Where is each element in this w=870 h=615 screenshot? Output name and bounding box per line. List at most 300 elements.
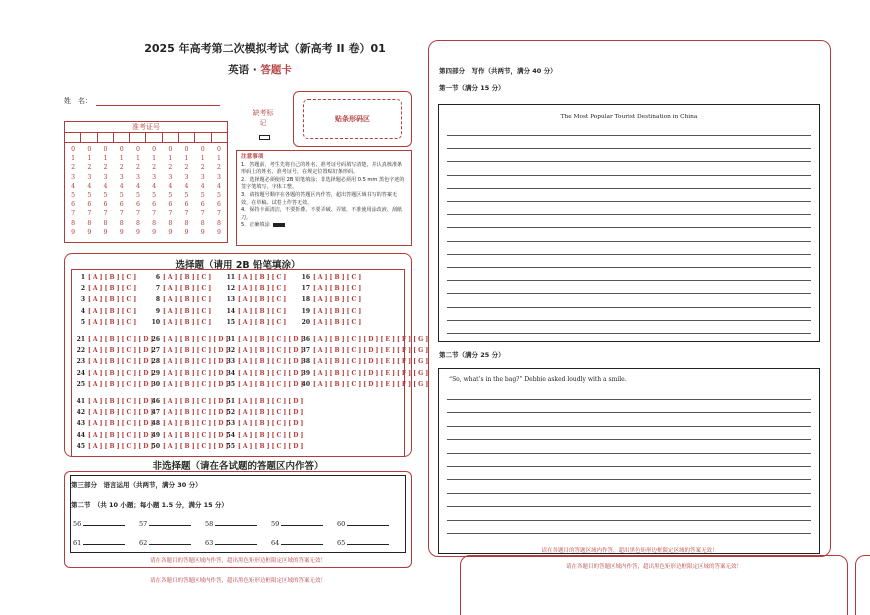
digit-bubble[interactable]: 3 bbox=[103, 173, 108, 181]
answer-options[interactable]: [ A ] [ B ] [ C ] [ D ] bbox=[163, 358, 229, 366]
writing-line[interactable] bbox=[447, 254, 811, 255]
mc-question-46[interactable] bbox=[150, 398, 228, 405]
answer-options[interactable]: [ A ] [ B ] [ C ] [ D ] bbox=[88, 442, 154, 450]
mc-title: 选择题（请用 2B 铅笔填涂） bbox=[175, 260, 301, 271]
answer-options[interactable]: [ A ] [ B ] [ C ] [ D ] bbox=[88, 336, 154, 343]
answer-options[interactable]: [ A ] [ B ] [ C ] [ D ] [ E ] [ F ] [ G ] bbox=[313, 358, 429, 366]
digit-bubble[interactable]: 2 bbox=[152, 164, 157, 172]
question-number: 53 bbox=[226, 420, 235, 428]
blank-number: 57 bbox=[139, 520, 148, 528]
digit-bubble[interactable]: 2 bbox=[168, 164, 173, 172]
question-number: 30 bbox=[151, 380, 160, 388]
mc-question-49[interactable] bbox=[150, 432, 228, 439]
digit-bubble[interactable]: 6 bbox=[152, 201, 157, 209]
writing-line[interactable] bbox=[447, 280, 811, 281]
blank-answer[interactable] bbox=[337, 520, 389, 528]
blank-answer[interactable] bbox=[337, 539, 389, 547]
writing-box-1[interactable] bbox=[438, 104, 820, 342]
blank-line[interactable] bbox=[149, 520, 191, 526]
digit-bubble[interactable]: 5 bbox=[184, 192, 189, 200]
answer-options[interactable]: [ A ] [ B ] [ C ] bbox=[163, 274, 212, 281]
writing-line[interactable] bbox=[447, 506, 811, 507]
answer-options[interactable]: [ A ] [ B ] [ C ] bbox=[88, 285, 137, 293]
digit-bubble[interactable]: 1 bbox=[200, 155, 205, 163]
digit-bubble[interactable]: 3 bbox=[200, 173, 205, 181]
digit-bubble[interactable]: 9 bbox=[87, 228, 92, 236]
digit-bubble[interactable]: 6 bbox=[119, 201, 124, 209]
digit-bubble[interactable]: 5 bbox=[71, 192, 76, 200]
mc-question-39[interactable] bbox=[300, 370, 428, 377]
digit-column[interactable] bbox=[162, 145, 178, 237]
digit-bubble[interactable]: 7 bbox=[119, 210, 124, 218]
answer-options[interactable]: [ A ] [ B ] [ C ] bbox=[313, 285, 362, 293]
digit-bubble[interactable]: 1 bbox=[168, 155, 173, 163]
digit-bubble[interactable]: 1 bbox=[87, 155, 92, 163]
digit-column[interactable] bbox=[195, 145, 211, 237]
digit-column[interactable] bbox=[130, 145, 146, 237]
blank-answer[interactable] bbox=[205, 520, 257, 528]
digit-bubble[interactable]: 1 bbox=[184, 155, 189, 163]
mc-question-13[interactable] bbox=[225, 296, 286, 303]
writing-line[interactable] bbox=[447, 293, 811, 294]
digit-bubble[interactable]: 2 bbox=[184, 164, 189, 172]
writing-line[interactable] bbox=[447, 533, 811, 534]
digit-bubble[interactable]: 2 bbox=[103, 164, 108, 172]
digit-bubble[interactable]: 3 bbox=[184, 173, 189, 181]
card-label: 答题卡 bbox=[260, 64, 292, 76]
digit-bubble[interactable]: 0 bbox=[135, 146, 140, 153]
answer-options[interactable]: [ A ] [ B ] [ C ] [ D ] bbox=[88, 358, 154, 366]
mc-question-14[interactable] bbox=[225, 308, 286, 315]
answer-options[interactable]: [ A ] [ B ] [ C ] [ D ] bbox=[88, 431, 154, 439]
blank-line[interactable] bbox=[347, 539, 389, 545]
mc-question-20[interactable] bbox=[300, 319, 361, 326]
answer-options[interactable]: [ A ] [ B ] [ C ] bbox=[238, 285, 287, 293]
mc-question-28[interactable] bbox=[150, 358, 228, 365]
mc-question-35[interactable] bbox=[225, 381, 303, 388]
digit-bubble[interactable]: 9 bbox=[119, 228, 124, 236]
digit-bubble[interactable]: 0 bbox=[216, 146, 221, 153]
digit-bubble[interactable]: 7 bbox=[200, 210, 205, 218]
digit-bubble[interactable]: 4 bbox=[200, 182, 205, 190]
mc-question-4[interactable] bbox=[75, 308, 136, 315]
mc-question-27[interactable] bbox=[150, 347, 228, 354]
digit-bubble[interactable]: 7 bbox=[152, 210, 157, 218]
blank-line[interactable] bbox=[215, 539, 257, 545]
digit-bubble[interactable]: 0 bbox=[71, 146, 76, 153]
answer-options[interactable]: [ A ] [ B ] [ C ] [ D ] bbox=[238, 347, 304, 355]
digit-bubble[interactable]: 6 bbox=[168, 201, 173, 209]
instructions-title: 注意事项 bbox=[241, 154, 264, 160]
mc-question-37[interactable] bbox=[300, 347, 428, 354]
question-number: 26 bbox=[151, 336, 160, 343]
blank-answer[interactable] bbox=[73, 520, 125, 528]
answer-options[interactable]: [ A ] [ B ] [ C ] [ D ] bbox=[238, 336, 304, 343]
question-number: 52 bbox=[226, 409, 235, 417]
answer-options[interactable]: [ A ] [ B ] [ C ] bbox=[163, 296, 212, 304]
mc-question-23[interactable] bbox=[75, 358, 153, 365]
mc-question-5[interactable] bbox=[75, 319, 136, 326]
digit-bubble[interactable]: 1 bbox=[119, 155, 124, 163]
answer-options[interactable]: [ A ] [ B ] [ C ] [ D ] bbox=[163, 336, 229, 343]
barcode-area bbox=[293, 91, 412, 147]
mc-question-44[interactable] bbox=[75, 432, 153, 439]
non-choice-title: 非选择题（请在各试题的答题区内作答） bbox=[152, 461, 324, 472]
answer-options[interactable]: [ A ] [ B ] [ C ] bbox=[238, 318, 287, 326]
blank-answer[interactable] bbox=[205, 539, 257, 547]
writing-line[interactable] bbox=[447, 175, 811, 176]
answer-options[interactable]: [ A ] [ B ] [ C ] [ D ] [ E ] [ F ] [ G ] bbox=[313, 336, 429, 343]
answer-options[interactable]: [ A ] [ B ] [ C ] [ D ] bbox=[238, 380, 304, 388]
blank-answer[interactable] bbox=[73, 539, 125, 547]
digit-bubble[interactable]: 8 bbox=[103, 219, 108, 227]
blank-answer[interactable] bbox=[139, 520, 191, 528]
question-number: 22 bbox=[76, 347, 85, 355]
digit-bubble[interactable]: 2 bbox=[87, 164, 92, 172]
answer-options[interactable]: [ A ] [ B ] [ C ] bbox=[88, 318, 137, 326]
mc-question-12[interactable] bbox=[225, 285, 286, 292]
mc-question-25[interactable] bbox=[75, 381, 153, 388]
question-number: 40 bbox=[301, 380, 310, 388]
answer-options[interactable]: [ A ] [ B ] [ C ] [ D ] bbox=[88, 347, 154, 355]
mc-question-7[interactable] bbox=[150, 285, 211, 292]
writing-line[interactable] bbox=[447, 227, 811, 228]
mc-question-41[interactable] bbox=[75, 398, 153, 405]
answer-options[interactable]: [ A ] [ B ] [ C ] bbox=[88, 274, 137, 281]
digit-bubble[interactable]: 2 bbox=[119, 164, 124, 172]
digit-bubble[interactable]: 5 bbox=[200, 192, 205, 200]
digit-bubble[interactable]: 8 bbox=[87, 219, 92, 227]
digit-bubble[interactable]: 4 bbox=[216, 182, 221, 190]
blank-line[interactable] bbox=[83, 539, 125, 545]
writing-line[interactable] bbox=[447, 412, 811, 413]
answer-options[interactable]: [ A ] [ B ] [ C ] [ D ] bbox=[163, 409, 229, 417]
answer-options[interactable]: [ A ] [ B ] [ C ] [ D ] bbox=[88, 409, 154, 417]
writing-line[interactable] bbox=[447, 399, 811, 400]
writing-line[interactable] bbox=[447, 188, 811, 189]
mc-question-53[interactable] bbox=[225, 420, 303, 427]
digit-bubble[interactable]: 8 bbox=[184, 219, 189, 227]
digit-bubble[interactable]: 0 bbox=[184, 146, 189, 153]
digit-bubble[interactable]: 0 bbox=[168, 146, 173, 153]
writing-line[interactable] bbox=[447, 307, 811, 308]
absent-mark-box[interactable] bbox=[259, 135, 270, 140]
digit-bubble[interactable]: 0 bbox=[87, 146, 92, 153]
writing-line[interactable] bbox=[447, 135, 811, 136]
digit-bubble[interactable]: 1 bbox=[103, 155, 108, 163]
answer-options[interactable]: [ A ] [ B ] [ C ] [ D ] [ E ] [ F ] [ G ] bbox=[313, 347, 429, 355]
answer-options[interactable]: [ A ] [ B ] [ C ] [ D ] bbox=[88, 398, 154, 405]
mc-question-40[interactable] bbox=[300, 381, 428, 388]
digit-bubble[interactable]: 7 bbox=[184, 210, 189, 218]
digit-bubble[interactable]: 7 bbox=[71, 210, 76, 218]
digit-bubble[interactable]: 6 bbox=[103, 201, 108, 209]
digit-bubble[interactable]: 4 bbox=[184, 182, 189, 190]
answer-options[interactable]: [ A ] [ B ] [ C ] bbox=[163, 307, 212, 315]
digit-bubble[interactable]: 9 bbox=[71, 228, 76, 236]
page-title: 2025 年高考第二次模拟考试（新高考 II 卷）01 bbox=[144, 42, 386, 55]
digit-bubble[interactable]: 4 bbox=[71, 182, 76, 190]
mc-question-33[interactable] bbox=[225, 358, 303, 365]
digit-bubble[interactable]: 9 bbox=[135, 228, 140, 236]
mc-question-29[interactable] bbox=[150, 370, 228, 377]
blank-line[interactable] bbox=[281, 539, 323, 545]
mc-question-6[interactable] bbox=[150, 274, 211, 281]
writing-line[interactable] bbox=[447, 479, 811, 480]
answer-options[interactable]: [ A ] [ B ] [ C ] bbox=[163, 318, 212, 326]
writing-line[interactable] bbox=[447, 520, 811, 521]
digit-column[interactable] bbox=[146, 145, 162, 237]
answer-options[interactable]: [ A ] [ B ] [ C ] bbox=[238, 296, 287, 304]
blank-number: 62 bbox=[139, 539, 148, 547]
question-number: 17 bbox=[301, 285, 310, 293]
mc-question-45[interactable] bbox=[75, 443, 153, 450]
digit-bubble[interactable]: 7 bbox=[168, 210, 173, 218]
exam-number-boxes[interactable] bbox=[65, 133, 227, 143]
digit-bubble[interactable]: 9 bbox=[168, 228, 173, 236]
digit-bubble[interactable]: 3 bbox=[168, 173, 173, 181]
digit-bubble[interactable]: 4 bbox=[87, 182, 92, 190]
mc-question-34[interactable] bbox=[225, 370, 303, 377]
writing-line[interactable] bbox=[447, 466, 811, 467]
digit-bubble[interactable]: 3 bbox=[119, 173, 124, 181]
answer-options[interactable]: [ A ] [ B ] [ C ] bbox=[88, 307, 137, 315]
exam-number-digits[interactable] bbox=[65, 143, 227, 237]
answer-options[interactable]: [ A ] [ B ] [ C ] bbox=[313, 307, 362, 315]
answer-options[interactable]: [ A ] [ B ] [ C ] [ D ] bbox=[163, 420, 229, 428]
digit-bubble[interactable]: 0 bbox=[152, 146, 157, 153]
digit-bubble[interactable]: 9 bbox=[184, 228, 189, 236]
digit-bubble[interactable]: 3 bbox=[87, 173, 92, 181]
digit-bubble[interactable]: 5 bbox=[119, 192, 124, 200]
digit-bubble[interactable]: 5 bbox=[103, 192, 108, 200]
mc-question-38[interactable] bbox=[300, 358, 428, 365]
digit-bubble[interactable]: 6 bbox=[200, 201, 205, 209]
mc-question-48[interactable] bbox=[150, 420, 228, 427]
answer-options[interactable]: [ A ] [ B ] [ C ] [ D ] [ E ] [ F ] [ G ] bbox=[313, 380, 429, 388]
mc-question-11[interactable] bbox=[225, 274, 286, 281]
answer-options[interactable]: [ A ] [ B ] [ C ] [ D ] bbox=[163, 431, 229, 439]
mc-question-43[interactable] bbox=[75, 420, 153, 427]
digit-column[interactable] bbox=[211, 145, 227, 237]
writing-line[interactable] bbox=[447, 201, 811, 202]
answer-options[interactable]: [ A ] [ B ] [ C ] [ D ] bbox=[238, 442, 304, 450]
mc-question-51[interactable] bbox=[225, 398, 303, 405]
digit-bubble[interactable]: 3 bbox=[135, 173, 140, 181]
mc-question-2[interactable] bbox=[75, 285, 136, 292]
mc-question-1[interactable] bbox=[75, 274, 136, 281]
answer-options[interactable]: [ A ] [ B ] [ C ] bbox=[88, 296, 137, 304]
digit-bubble[interactable]: 8 bbox=[71, 219, 76, 227]
mc-question-22[interactable] bbox=[75, 347, 153, 354]
mc-question-55[interactable] bbox=[225, 443, 303, 450]
question-number: 13 bbox=[226, 296, 235, 304]
answer-options[interactable]: [ A ] [ B ] [ C ] bbox=[313, 274, 362, 281]
digit-bubble[interactable]: 8 bbox=[200, 219, 205, 227]
answer-options[interactable]: [ A ] [ B ] [ C ] [ D ] bbox=[88, 380, 154, 388]
blank-line[interactable] bbox=[281, 520, 323, 526]
mc-question-17[interactable] bbox=[300, 285, 361, 292]
digit-bubble[interactable]: 8 bbox=[152, 219, 157, 227]
writing-line[interactable] bbox=[447, 493, 811, 494]
digit-bubble[interactable]: 0 bbox=[119, 146, 124, 153]
mc-question-8[interactable] bbox=[150, 296, 211, 303]
digit-bubble[interactable]: 5 bbox=[216, 192, 221, 200]
digit-bubble[interactable]: 8 bbox=[119, 219, 124, 227]
digit-bubble[interactable]: 5 bbox=[168, 192, 173, 200]
writing-line[interactable] bbox=[447, 439, 811, 440]
mc-question-36[interactable] bbox=[300, 336, 428, 343]
answer-options[interactable]: [ A ] [ B ] [ C ] [ D ] bbox=[238, 358, 304, 366]
mc-question-9[interactable] bbox=[150, 308, 211, 315]
writing-line[interactable] bbox=[447, 161, 811, 162]
blank-answer[interactable] bbox=[271, 539, 323, 547]
answer-options[interactable]: [ A ] [ B ] [ C ] [ D ] bbox=[238, 398, 304, 405]
digit-bubble[interactable]: 4 bbox=[152, 182, 157, 190]
mc-question-3[interactable] bbox=[75, 296, 136, 303]
digit-column[interactable] bbox=[114, 145, 130, 237]
digit-bubble[interactable]: 6 bbox=[184, 201, 189, 209]
digit-column[interactable] bbox=[65, 145, 81, 237]
digit-bubble[interactable]: 1 bbox=[71, 155, 76, 163]
digit-bubble[interactable]: 8 bbox=[216, 219, 221, 227]
answer-options[interactable]: [ A ] [ B ] [ C ] [ D ] bbox=[238, 409, 304, 417]
writing-line[interactable] bbox=[447, 426, 811, 427]
mc-question-32[interactable] bbox=[225, 347, 303, 354]
answer-options[interactable]: [ A ] [ B ] [ C ] [ D ] bbox=[163, 442, 229, 450]
digit-bubble[interactable]: 9 bbox=[216, 228, 221, 236]
digit-bubble[interactable]: 4 bbox=[119, 182, 124, 190]
answer-options[interactable]: [ A ] [ B ] [ C ] bbox=[163, 285, 212, 293]
mc-question-10[interactable] bbox=[150, 319, 211, 326]
question-number: 55 bbox=[226, 442, 235, 450]
mc-question-26[interactable] bbox=[150, 336, 228, 343]
mc-question-16[interactable] bbox=[300, 274, 361, 281]
writing-line[interactable] bbox=[447, 241, 811, 242]
digit-column[interactable] bbox=[97, 145, 113, 237]
digit-bubble[interactable]: 6 bbox=[216, 201, 221, 209]
digit-bubble[interactable]: 5 bbox=[87, 192, 92, 200]
digit-bubble[interactable]: 4 bbox=[168, 182, 173, 190]
digit-bubble[interactable]: 8 bbox=[168, 219, 173, 227]
digit-bubble[interactable]: 6 bbox=[71, 201, 76, 209]
digit-bubble[interactable]: 0 bbox=[103, 146, 108, 153]
writing-line[interactable] bbox=[447, 148, 811, 149]
blank-line[interactable] bbox=[149, 539, 191, 545]
writing-line[interactable] bbox=[447, 453, 811, 454]
answer-options[interactable]: [ A ] [ B ] [ C ] [ D ] bbox=[163, 380, 229, 388]
digit-bubble[interactable]: 1 bbox=[216, 155, 221, 163]
digit-bubble[interactable]: 3 bbox=[216, 173, 221, 181]
writing-line[interactable] bbox=[447, 333, 811, 334]
digit-bubble[interactable]: 1 bbox=[135, 155, 140, 163]
mc-question-24[interactable] bbox=[75, 370, 153, 377]
answer-options[interactable]: [ A ] [ B ] [ C ] bbox=[238, 307, 287, 315]
answer-options[interactable]: [ A ] [ B ] [ C ] [ D ] bbox=[88, 369, 154, 377]
digit-bubble[interactable]: 8 bbox=[135, 219, 140, 227]
mc-question-19[interactable] bbox=[300, 308, 361, 315]
writing-line[interactable] bbox=[447, 320, 811, 321]
answer-options[interactable]: [ A ] [ B ] [ C ] bbox=[313, 318, 362, 326]
mc-question-52[interactable] bbox=[225, 409, 303, 416]
digit-bubble[interactable]: 5 bbox=[135, 192, 140, 200]
blank-answer[interactable] bbox=[139, 539, 191, 547]
digit-bubble[interactable]: 2 bbox=[216, 164, 221, 172]
answer-options[interactable]: [ A ] [ B ] [ C ] [ D ] bbox=[163, 398, 229, 405]
writing-line[interactable] bbox=[447, 267, 811, 268]
blank-number: 58 bbox=[205, 520, 214, 528]
filled-mark-example bbox=[273, 223, 285, 227]
blank-line[interactable] bbox=[215, 520, 257, 526]
digit-bubble[interactable]: 6 bbox=[135, 201, 140, 209]
digit-bubble[interactable]: 7 bbox=[216, 210, 221, 218]
answer-options[interactable]: [ A ] [ B ] [ C ] [ D ] bbox=[163, 369, 229, 377]
mc-question-15[interactable] bbox=[225, 319, 286, 326]
digit-bubble[interactable]: 3 bbox=[152, 173, 157, 181]
blank-number: 65 bbox=[337, 539, 346, 547]
digit-bubble[interactable]: 0 bbox=[200, 146, 205, 153]
writing-line[interactable] bbox=[447, 214, 811, 215]
answer-options[interactable]: [ A ] [ B ] [ C ] [ D ] bbox=[238, 431, 304, 439]
digit-bubble[interactable]: 3 bbox=[71, 173, 76, 181]
writing-box-2[interactable] bbox=[438, 368, 820, 554]
digit-bubble[interactable]: 9 bbox=[200, 228, 205, 236]
mc-question-54[interactable] bbox=[225, 432, 303, 439]
digit-bubble[interactable]: 4 bbox=[135, 182, 140, 190]
answer-options[interactable]: [ A ] [ B ] [ C ] bbox=[313, 296, 362, 304]
digit-bubble[interactable]: 6 bbox=[87, 201, 92, 209]
mc-question-50[interactable] bbox=[150, 443, 228, 450]
digit-column[interactable] bbox=[178, 145, 194, 237]
digit-bubble[interactable]: 7 bbox=[103, 210, 108, 218]
question-number: 14 bbox=[226, 307, 235, 315]
mc-question-30[interactable] bbox=[150, 381, 228, 388]
digit-bubble[interactable]: 2 bbox=[135, 164, 140, 172]
answer-options[interactable]: [ A ] [ B ] [ C ] bbox=[238, 274, 287, 281]
digit-bubble[interactable]: 9 bbox=[152, 228, 157, 236]
name-field[interactable] bbox=[96, 98, 220, 106]
mc-question-42[interactable] bbox=[75, 409, 153, 416]
answer-options[interactable]: [ A ] [ B ] [ C ] [ D ] bbox=[163, 347, 229, 355]
digit-bubble[interactable]: 5 bbox=[152, 192, 157, 200]
blank-line[interactable] bbox=[347, 520, 389, 526]
digit-bubble[interactable]: 9 bbox=[103, 228, 108, 236]
digit-column[interactable] bbox=[81, 145, 97, 237]
question-number: 46 bbox=[151, 398, 160, 405]
mc-question-47[interactable] bbox=[150, 409, 228, 416]
answer-options[interactable]: [ A ] [ B ] [ C ] [ D ] bbox=[88, 420, 154, 428]
answer-options[interactable]: [ A ] [ B ] [ C ] [ D ] bbox=[238, 420, 304, 428]
digit-bubble[interactable]: 2 bbox=[200, 164, 205, 172]
mc-question-21[interactable] bbox=[75, 336, 153, 343]
digit-bubble[interactable]: 7 bbox=[135, 210, 140, 218]
exam-number-label: 准考证号 bbox=[65, 122, 227, 133]
digit-bubble[interactable]: 1 bbox=[152, 155, 157, 163]
blank-line[interactable] bbox=[83, 520, 125, 526]
digit-bubble[interactable]: 2 bbox=[71, 164, 76, 172]
answer-options[interactable]: [ A ] [ B ] [ C ] [ D ] bbox=[238, 369, 304, 377]
digit-bubble[interactable]: 4 bbox=[103, 182, 108, 190]
writing-section2-heading: 第二节（满分 25 分） bbox=[439, 351, 505, 359]
digit-bubble[interactable]: 7 bbox=[87, 210, 92, 218]
mc-question-31[interactable] bbox=[225, 336, 303, 343]
card-subtitle bbox=[180, 62, 340, 77]
blank-answer[interactable] bbox=[271, 520, 323, 528]
mc-question-18[interactable] bbox=[300, 296, 361, 303]
blank-number: 60 bbox=[337, 520, 346, 528]
question-number: 50 bbox=[151, 442, 160, 450]
answer-options[interactable]: [ A ] [ B ] [ C ] [ D ] [ E ] [ F ] [ G ] bbox=[313, 369, 429, 377]
